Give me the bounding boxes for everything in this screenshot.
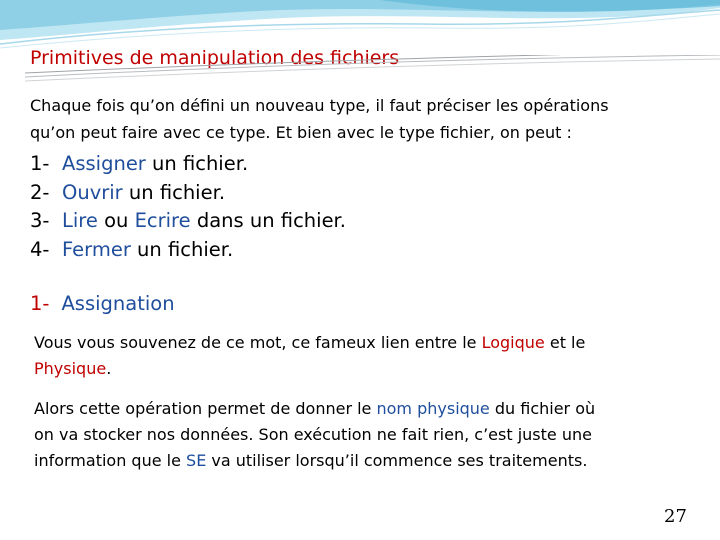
list-text: ou [97,209,135,232]
text-run: . [106,359,112,378]
slide-title: Primitives de manipulation des fichiers [30,47,400,69]
keyword-se: SE [186,451,207,470]
list-text: un fichier. [122,180,226,204]
title-underline [0,55,720,85]
list-number: 3- [30,209,50,232]
list-item [30,179,346,208]
text-run: va utiliser lorsqu’il commence ses traitements. [206,451,588,470]
list-number: 2- [30,180,50,204]
paragraph-logique-physique [34,330,694,382]
section-heading [30,292,175,315]
list-item [30,207,346,236]
paragraph-line [34,396,694,422]
paragraph-line: on va stocker nos données. Son exécution ne fait rien, c’est juste une [34,425,592,444]
keyword-nom-physique: nom physique [376,399,490,418]
paragraph-line [34,330,694,356]
paragraph-nom-physique [34,396,694,474]
keyword-physique: Physique [34,359,107,378]
intro-paragraph [30,92,700,146]
paragraph-line [34,448,694,474]
list-text: un fichier. [130,237,234,261]
list-number: 4- [30,237,50,261]
keyword: Ouvrir [62,180,123,204]
list-item [30,236,346,265]
text-run: information que le [34,451,187,470]
intro-line: Chaque fois qu’on défini un nouveau type, il faut préciser les opérations [30,96,609,115]
keyword: Lire [62,209,98,232]
list-text: dans un fichier. [190,209,346,232]
text-run: et le [544,333,586,352]
keyword-logique: Logique [481,333,545,352]
list-number: 1- [30,152,50,175]
keyword: Ecrire [134,209,191,232]
text-run: du fichier où [489,399,596,418]
keyword: Fermer [62,237,131,261]
section-number: 1- [30,292,50,315]
list-text: un fichier. [145,152,249,175]
text-run: Alors cette opération permet de donner le [34,399,377,418]
text-run: Vous vous souvenez de ce mot, ce fameux lien entre le [34,333,482,352]
operations-list [30,150,346,264]
intro-line: qu’on peut faire avec ce type. Et bien avec le type fichier, on peut : [30,123,572,142]
list-item [30,150,346,179]
page-number: 27 [664,506,687,527]
section-title: Assignation [61,292,175,315]
keyword: Assigner [62,152,146,175]
paragraph-line [34,356,694,382]
